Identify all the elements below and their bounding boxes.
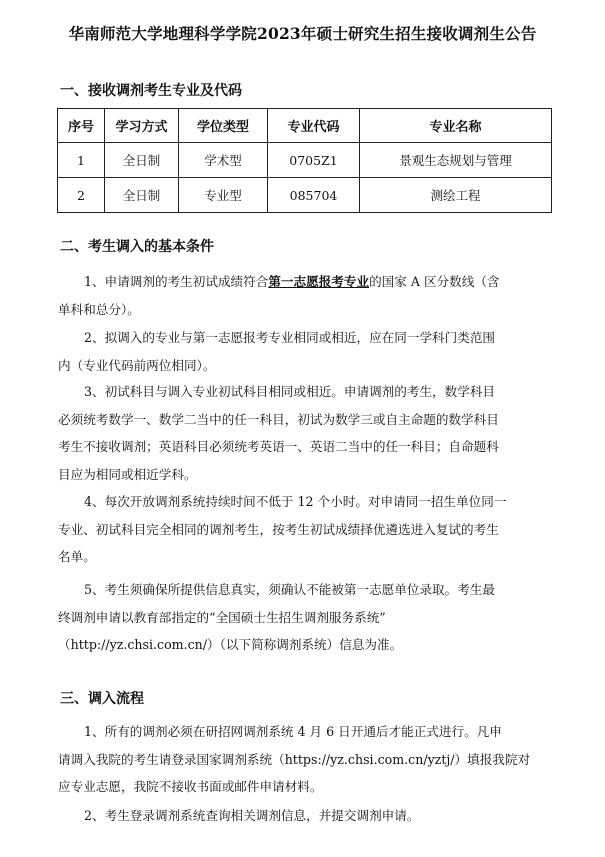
paragraph-line: 考生不接收调剂；英语科目必须统考英语一、英语二当中的任一科目；自命题科 <box>58 439 499 454</box>
process-paragraph-1 <box>58 718 555 801</box>
condition-paragraph-3 <box>58 378 555 488</box>
text-run: 的国家 A 区分数线（含 <box>369 274 500 289</box>
section-heading-process: 三、调入流程 <box>60 691 144 707</box>
table-cell: 景观生态规划与管理 <box>360 143 552 178</box>
paragraph-line: 应专业志愿，我院不接收书面或邮件申请材料。 <box>58 779 323 794</box>
header-cell-major-code: 专业代码 <box>268 109 360 143</box>
table-cell: 1 <box>58 143 105 178</box>
paragraph-line: 目应为相同或相近学科。 <box>58 466 197 482</box>
table-cell: 2 <box>58 178 105 213</box>
table-cell: 全日制 <box>105 178 179 213</box>
table-cell: 全日制 <box>105 143 179 178</box>
paragraph-line: 名单。 <box>58 549 96 564</box>
paragraph-line: 1、所有的调剂必须在研招网调剂系统 4 月 6 日开通后才能正式进行。凡申 <box>84 724 502 739</box>
paragraph-line: 2、拟调入的专业与第一志愿报考专业相同或相近，应在同一学科门类范围 <box>84 330 496 345</box>
table-cell: 学术型 <box>179 143 268 178</box>
paragraph-line: 单科和总分）。 <box>58 301 140 317</box>
paragraph-line: 必须统考数学一、数学二当中的任一科目，初试为数学三或自主命题的数学科目 <box>58 411 499 427</box>
page-title: 华南师范大学地理科学学院2023年硕士研究生招生接收调剂生公告 <box>68 24 537 43</box>
paragraph-line: 终调剂申请以教育部指定的“全国硕士生招生调剂服务系统” <box>58 609 386 625</box>
emphasis-text: 第一志愿报考专业 <box>268 274 370 289</box>
table-cell: 专业型 <box>179 178 268 213</box>
majors-table <box>57 108 552 213</box>
paragraph-line: （http://yz.chsi.com.cn/）（以下简称调剂系统）信息为准。 <box>58 637 403 652</box>
paragraph-line: 2、考生登录调剂系统查询相关调剂信息，并提交调剂申请。 <box>84 808 420 823</box>
paragraph-line <box>58 268 555 296</box>
table-row <box>58 178 552 213</box>
header-cell-study-mode: 学习方式 <box>105 109 179 143</box>
table-cell: 0705Z1 <box>268 143 360 178</box>
table-cell: 测绘工程 <box>360 178 552 213</box>
table-row <box>58 143 552 178</box>
condition-paragraph-2 <box>58 324 555 379</box>
paragraph-line: 3、初试科目与调入专业初试科目相同或相近。申请调剂的考生，数学科目 <box>84 384 496 399</box>
condition-paragraph-4 <box>58 488 555 571</box>
section-heading-majors: 一、接收调剂考生专业及代码 <box>60 83 242 99</box>
section-heading-conditions: 二、考生调入的基本条件 <box>60 239 214 255</box>
header-cell-major-name: 专业名称 <box>360 109 552 143</box>
text-run: 1、申请调剂的考生初试成绩符合 <box>84 274 269 289</box>
header-cell-degree-type: 学位类型 <box>179 109 268 143</box>
paragraph-line: 5、考生须确保所提供信息真实，须确认不能被第一志愿单位录取。考生最 <box>84 582 496 597</box>
header-cell-index: 序号 <box>58 109 105 143</box>
paragraph-line: 内（专业代码前两位相同）。 <box>58 357 216 373</box>
condition-paragraph-1 <box>58 268 555 323</box>
process-paragraph-2 <box>58 802 555 830</box>
paragraph-line: 4、每次开放调剂系统持续时间不低于 12 个小时。对申请同一招生单位同一 <box>84 494 507 509</box>
condition-paragraph-5 <box>58 576 555 659</box>
table-header-row <box>58 109 552 143</box>
paragraph-line: 专业、初试科目完全相同的调剂考生，按考生初试成绩择优遴选进入复试的考生 <box>58 521 499 537</box>
paragraph-line: 请调入我院的考生请登录国家调剂系统（https://yz.chsi.com.cn/yztj/）填报我院对 <box>58 751 531 767</box>
table-cell: 085704 <box>268 178 360 213</box>
